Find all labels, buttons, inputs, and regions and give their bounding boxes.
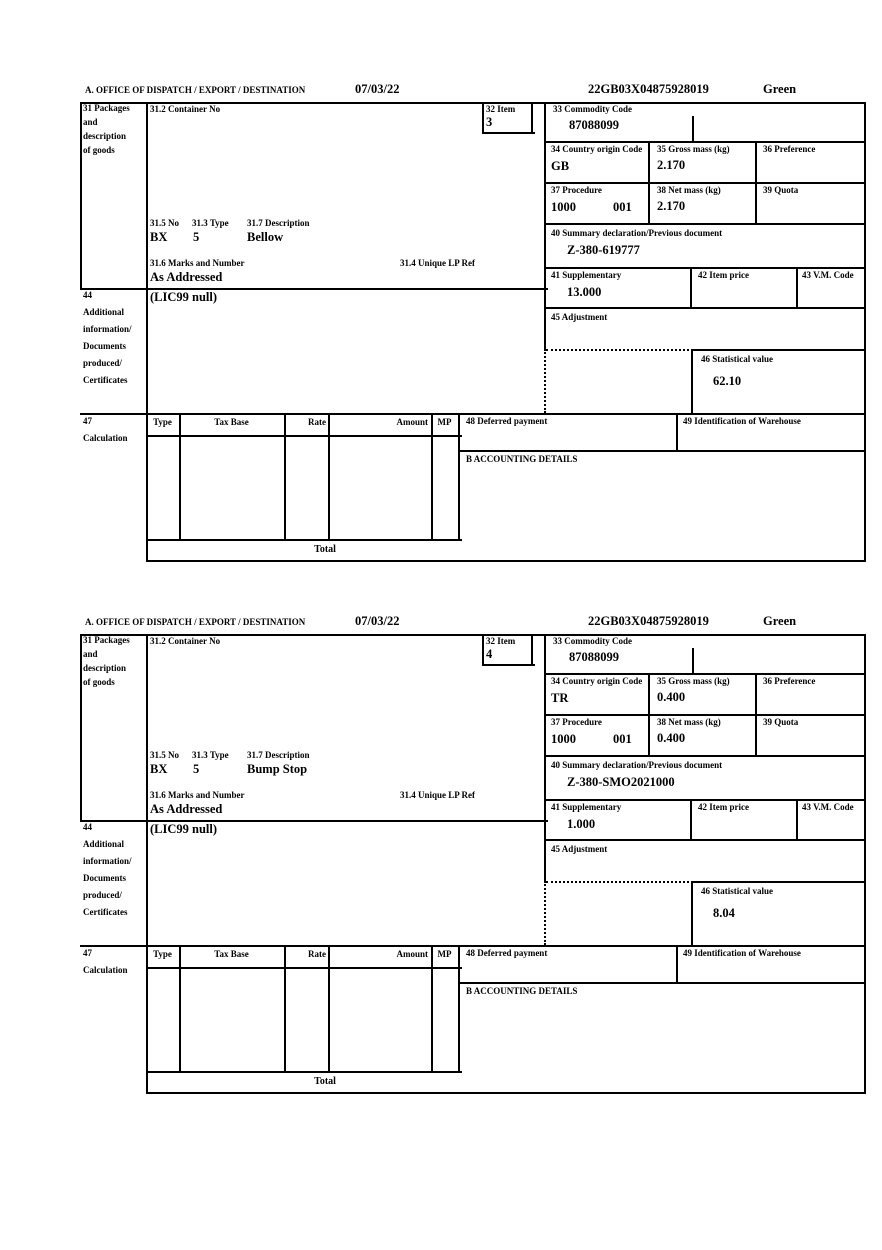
deferred-payment-label: 48 Deferred payment [466,948,548,958]
commodity-code-label: 33 Commodity Code [553,104,632,114]
procedure-value: 1000 [551,200,576,214]
form-grid [80,102,866,564]
grid-line [676,413,678,450]
box47-label-line: 47 [83,416,92,426]
grid-line [146,560,866,562]
item-number-value: 3 [486,115,493,129]
grid-line [531,634,533,666]
grid-line [146,435,462,437]
calc-header-mp: MP [437,417,452,427]
grid-line [546,141,866,143]
box44-label-line: 44 [83,290,92,300]
calc-header-amount: Amount [396,417,428,427]
grid-line [328,945,330,1071]
country-origin-label: 34 Country origin Code [551,144,643,154]
package-no-label: 31.5 No [150,750,179,760]
package-no-value: BX [150,762,168,776]
deferred-payment-label: 48 Deferred payment [466,416,548,426]
box47-label-line: Calculation [83,965,128,975]
grid-line [146,1071,462,1073]
box44-label-line: Additional [83,307,125,317]
supplementary-label: 41 Supplementary [551,802,622,812]
grid-line [80,634,82,822]
package-type-value: 5 [193,230,200,244]
grid-line [482,664,535,666]
commodity-code-divider-tick [692,116,694,141]
description-label: 31.7 Description [247,750,310,760]
net-mass-value: 0.400 [657,731,686,745]
country-origin-value: GB [551,159,570,173]
item-label: 32 Item [486,636,516,646]
box31-label-line: 31 Packages [83,635,130,645]
package-type-label: 31.3 Type [192,218,229,228]
grid-line [531,102,533,134]
additional-information-value: (LIC99 null) [150,290,218,304]
calc-header-mp: MP [437,949,452,959]
procedure-label: 37 Procedure [551,185,602,195]
accounting-details-label: B ACCOUNTING DETAILS [466,454,578,464]
grid-line [431,945,433,1071]
net-mass-label: 38 Net mass (kg) [657,717,721,727]
grid-line [648,673,650,755]
calc-header-type: Type [153,417,172,427]
dotted-grid-line [544,349,546,413]
container-no-label: 31.2 Container No [150,104,221,114]
grid-line [179,945,181,1071]
grid-line [458,413,460,539]
gross-mass-value: 0.400 [657,690,686,704]
grid-line [546,673,866,675]
net-mass-label: 38 Net mass (kg) [657,185,721,195]
grid-line [284,945,286,1071]
previous-document-value: Z-380-SMO2021000 [567,775,675,789]
calc-header-amount: Amount [396,949,428,959]
grid-line [690,267,692,307]
marks-value: As Addressed [150,802,223,816]
description-label: 31.7 Description [247,218,310,228]
grid-line [458,945,460,1071]
box44-label-line: Documents [83,341,126,351]
gross-mass-value: 2.170 [657,158,686,172]
identification-of-warehouse-label: 49 Identification of Warehouse [683,416,801,426]
grid-line [864,634,866,1092]
grid-line [482,102,484,132]
marks-and-number-label: 31.6 Marks and Number [150,790,245,800]
total-label: Total [314,544,336,555]
grid-line [146,967,462,969]
item-price-label: 42 Item price [698,270,749,280]
grid-line [546,714,866,716]
grid-line [648,141,650,223]
route-status-value: Green [763,82,797,96]
gross-mass-label: 35 Gross mass (kg) [657,676,730,686]
grid-line [80,102,82,290]
package-no-label: 31.5 No [150,218,179,228]
grid-line [546,839,866,841]
box44-label-line: produced/ [83,358,122,368]
total-label: Total [314,1076,336,1087]
calc-header-rate: Rate [308,417,326,427]
quota-label: 39 Quota [763,185,799,195]
procedure-code-value: 001 [613,732,632,746]
grid-line [546,307,866,309]
box31-label-line: description [83,663,127,673]
declaration-reference-value: 22GB03X04875928019 [588,82,709,96]
grid-line [691,881,693,945]
gross-mass-label: 35 Gross mass (kg) [657,144,730,154]
item-label: 32 Item [486,104,516,114]
box31-label-line: 31 Packages [83,103,130,113]
country-origin-value: TR [551,691,569,705]
previous-document-value: Z-380-619777 [567,243,640,257]
supplementary-label: 41 Supplementary [551,270,622,280]
grid-line [179,413,181,539]
unique-lp-ref-label: 31.4 Unique LP Ref [400,790,476,800]
grid-line [544,634,546,881]
grid-line [431,413,433,539]
calc-header-type: Type [153,949,172,959]
item-number-value: 4 [486,647,493,661]
supplementary-value: 13.000 [567,285,602,299]
box31-label-line: and [83,117,98,127]
procedure-label: 37 Procedure [551,717,602,727]
procedure-code-value: 001 [613,200,632,214]
grid-line [146,539,462,541]
grid-line [693,349,866,351]
additional-information-value: (LIC99 null) [150,822,218,836]
vm-code-label: 43 V.M. Code [802,802,854,812]
commodity-code-divider-tick [692,648,694,673]
previous-document-label: 40 Summary declaration/Previous document [551,228,723,238]
box31-label-line: of goods [83,145,115,155]
commodity-code-label: 33 Commodity Code [553,636,632,646]
box47-label-line: 47 [83,948,92,958]
grid-line [796,799,798,839]
preference-label: 36 Preference [763,144,816,154]
grid-line [755,673,757,755]
box44-label-line: information/ [83,856,132,866]
grid-line [796,267,798,307]
calc-header-tax-base: Tax Base [214,417,249,427]
statistical-value-label: 46 Statistical value [701,354,773,364]
box44-label-line: 44 [83,822,92,832]
description-value: Bump Stop [247,762,308,776]
office-of-dispatch-label: A. OFFICE OF DISPATCH / EXPORT / DESTINATION [85,85,306,95]
grid-line [546,799,866,801]
accounting-details-label: B ACCOUNTING DETAILS [466,986,578,996]
route-status-value: Green [763,614,797,628]
item-price-label: 42 Item price [698,802,749,812]
grid-line [755,141,757,223]
calc-header-rate: Rate [308,949,326,959]
package-no-value: BX [150,230,168,244]
statistical-value-label: 46 Statistical value [701,886,773,896]
office-of-dispatch-label: A. OFFICE OF DISPATCH / EXPORT / DESTINATION [85,617,306,627]
previous-document-label: 40 Summary declaration/Previous document [551,760,723,770]
customs-declaration-item-form [80,612,866,1096]
marks-and-number-label: 31.6 Marks and Number [150,258,245,268]
box44-label-line: Certificates [83,375,128,385]
grid-line [284,413,286,539]
adjustment-label: 45 Adjustment [551,844,608,854]
identification-of-warehouse-label: 49 Identification of Warehouse [683,948,801,958]
calc-header-tax-base: Tax Base [214,949,249,959]
customs-declaration-item-form [80,80,866,564]
form-header [80,80,866,102]
country-origin-label: 34 Country origin Code [551,676,643,686]
box44-label-line: Documents [83,873,126,883]
form-grid [80,634,866,1096]
grid-line [864,102,866,560]
box44-label-line: Additional [83,839,125,849]
box44-label-line: Certificates [83,907,128,917]
unique-lp-ref-label: 31.4 Unique LP Ref [400,258,476,268]
grid-line [482,634,484,664]
grid-line [544,102,546,349]
date-value: 07/03/22 [355,614,400,628]
package-type-label: 31.3 Type [192,750,229,760]
vm-code-label: 43 V.M. Code [802,270,854,280]
grid-line [691,349,693,413]
commodity-code-value: 87088099 [569,118,619,132]
grid-line [328,413,330,539]
grid-line [546,755,866,757]
grid-line [546,267,866,269]
box31-label-line: of goods [83,677,115,687]
dotted-grid-line [544,881,546,945]
container-no-label: 31.2 Container No [150,636,221,646]
box31-label-line: and [83,649,98,659]
declaration-reference-value: 22GB03X04875928019 [588,614,709,628]
commodity-code-value: 87088099 [569,650,619,664]
statistical-value: 8.04 [713,906,735,920]
grid-line [482,132,535,134]
grid-line [693,881,866,883]
grid-line [80,413,866,415]
package-type-value: 5 [193,762,200,776]
grid-line [146,634,148,1094]
box47-label-line: Calculation [83,433,128,443]
net-mass-value: 2.170 [657,199,686,213]
grid-line [80,945,866,947]
grid-line [460,982,866,984]
supplementary-value: 1.000 [567,817,596,831]
adjustment-label: 45 Adjustment [551,312,608,322]
form-header [80,612,866,634]
procedure-value: 1000 [551,732,576,746]
marks-value: As Addressed [150,270,223,284]
date-value: 07/03/22 [355,82,400,96]
grid-line [460,450,866,452]
dotted-grid-line [546,881,693,883]
grid-line [676,945,678,982]
box44-label-line: information/ [83,324,132,334]
statistical-value: 62.10 [713,374,742,388]
dotted-grid-line [546,349,693,351]
quota-label: 39 Quota [763,717,799,727]
grid-line [690,799,692,839]
grid-line [146,102,148,562]
preference-label: 36 Preference [763,676,816,686]
grid-line [546,223,866,225]
box44-label-line: produced/ [83,890,122,900]
box31-label-line: description [83,131,127,141]
description-value: Bellow [247,230,284,244]
grid-line [546,182,866,184]
grid-line [146,1092,866,1094]
